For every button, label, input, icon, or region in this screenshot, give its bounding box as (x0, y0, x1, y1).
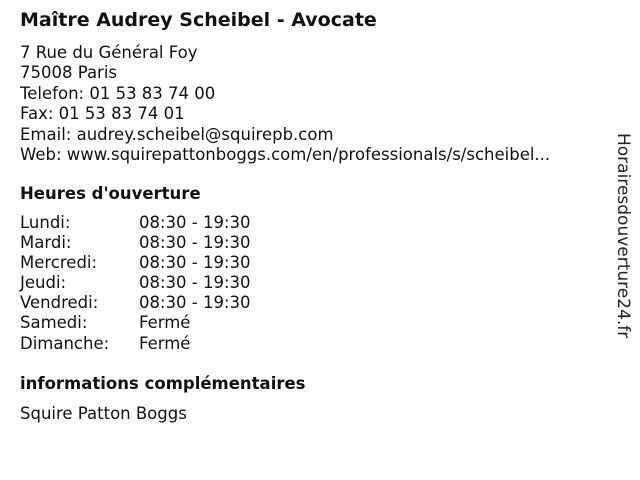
time-value: Fermé (139, 333, 191, 353)
opening-hours-heading: Heures d'ouverture (20, 184, 201, 203)
site-watermark: Horairesdouverture24.fr (613, 133, 633, 339)
company-name: Squire Patton Boggs (20, 404, 187, 423)
website-link: Web: www.squirepattonboggs.com/en/professionals/s/scheibel... (20, 145, 551, 165)
time-value: Fermé (139, 313, 191, 333)
time-value: 08:30 - 19:30 (139, 233, 251, 253)
time-value: 08:30 - 19:30 (139, 293, 251, 313)
day-label: Dimanche: (20, 333, 110, 353)
fax-number: Fax: 01 53 83 74 01 (20, 104, 185, 124)
contact-block (20, 43, 550, 165)
phone-number: Telefon: 01 53 83 74 00 (20, 83, 216, 103)
time-value: 08:30 - 19:30 (139, 253, 251, 273)
time-value: 08:30 - 19:30 (139, 213, 251, 232)
day-label: Vendredi: (20, 293, 99, 313)
page-title: Maître Audrey Scheibel - Avocate (20, 9, 377, 31)
day-label: Lundi: (20, 213, 71, 232)
day-label: Mercredi: (20, 253, 98, 273)
time-value: 08:30 - 19:30 (139, 273, 251, 293)
email-address: Email: audrey.scheibel@squirepb.com (20, 124, 334, 144)
day-label: Mardi: (20, 233, 72, 253)
address-street: 7 Rue du Général Foy (20, 43, 198, 62)
day-label: Jeudi: (20, 273, 67, 293)
address-city: 75008 Paris (20, 63, 118, 83)
additional-info-heading: informations complémentaires (20, 374, 306, 393)
day-label: Samedi: (20, 313, 88, 333)
